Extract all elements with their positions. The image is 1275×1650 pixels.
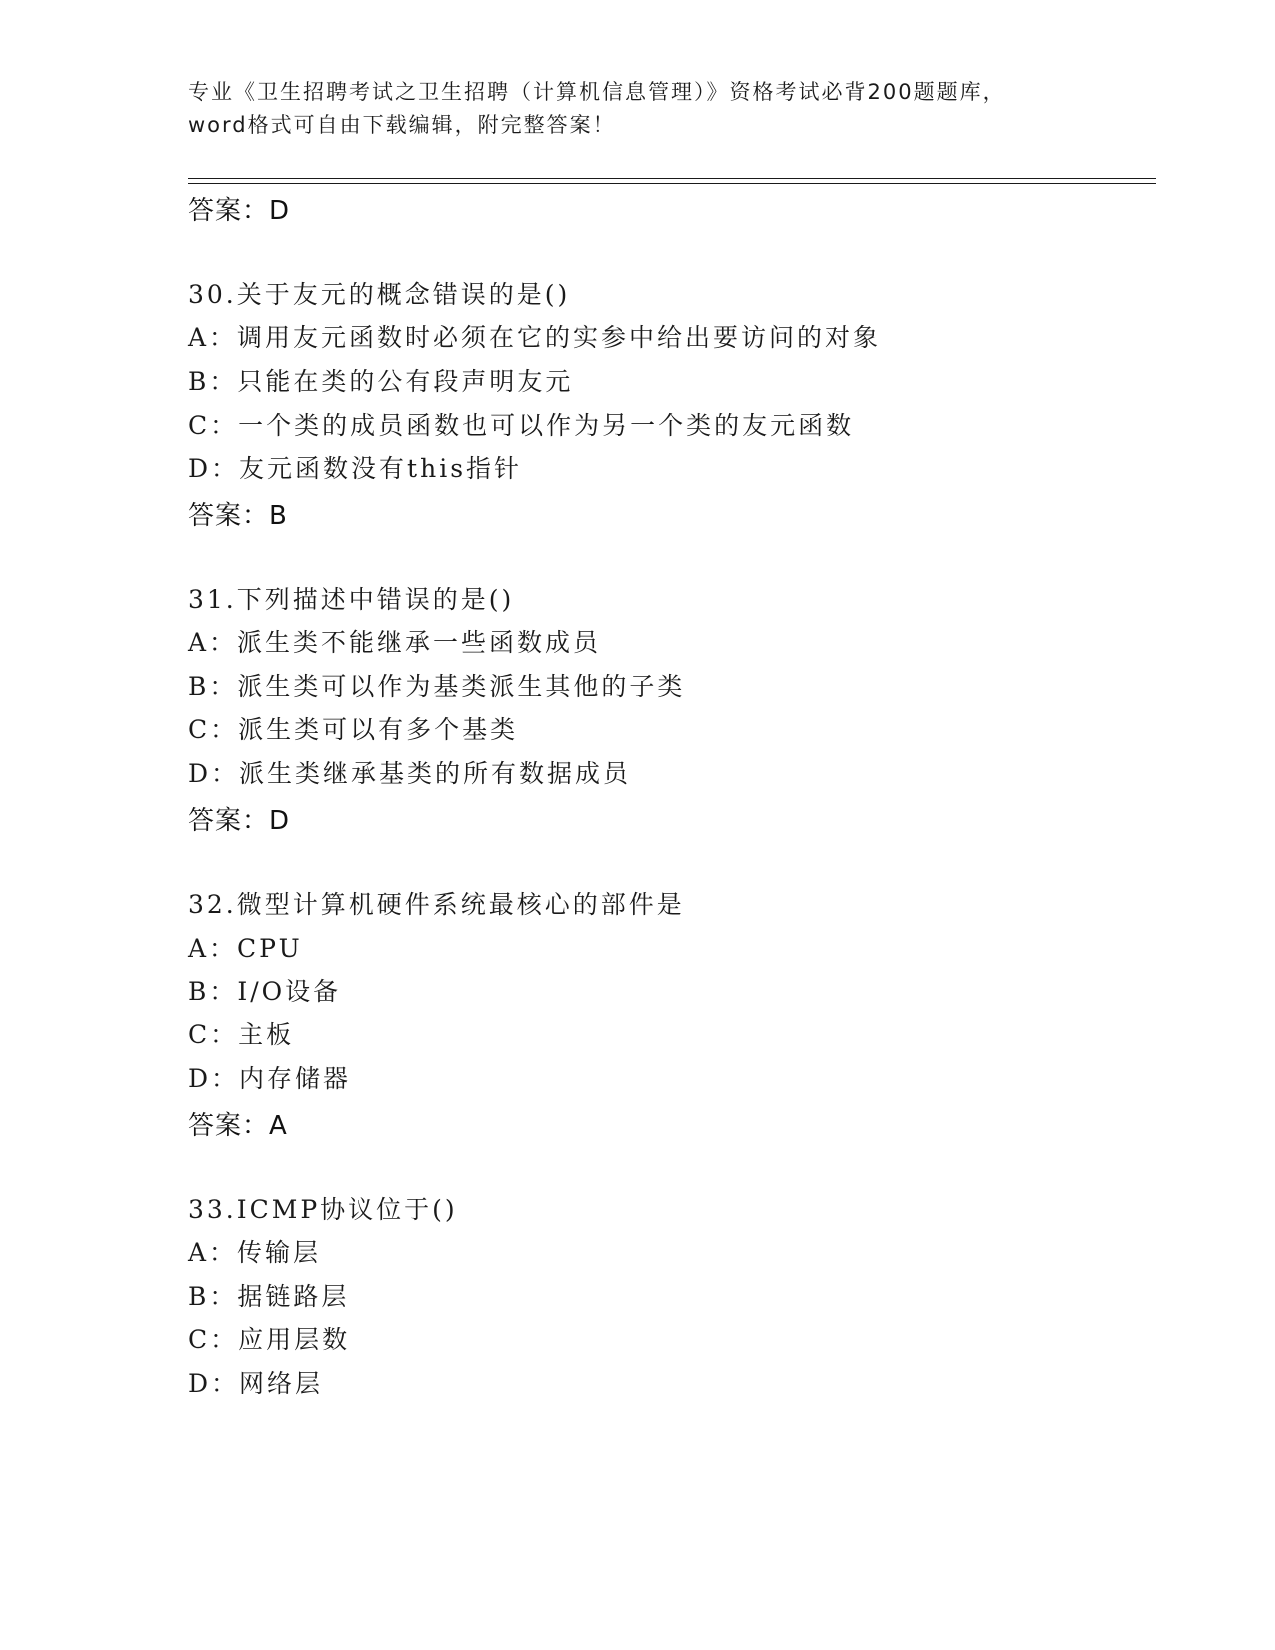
question-30-stem: 30.关于友元的概念错误的是(): [188, 280, 571, 309]
question-30-option-b: B：只能在类的公有段声明友元: [188, 367, 574, 396]
question-33-option-b: B：据链路层: [188, 1282, 350, 1311]
question-32-option-a: A：CPU: [188, 934, 303, 963]
document-header: [188, 76, 1088, 142]
header-rule-bottom: [188, 183, 1156, 184]
question-30-option-c: C：一个类的成员函数也可以作为另一个类的友元函数: [188, 411, 855, 440]
question-33-option-c: C：应用层数: [188, 1325, 351, 1354]
question-31-stem: 31.下列描述中错误的是(): [188, 585, 515, 614]
answer-previous: 答案：D: [188, 196, 291, 226]
question-31-answer: 答案：D: [188, 806, 291, 836]
question-32-stem: 32.微型计算机硬件系统最核心的部件是: [188, 890, 685, 919]
question-31-option-c: C：派生类可以有多个基类: [188, 715, 519, 744]
question-32-option-b: B：I/O设备: [188, 977, 342, 1006]
question-31-option-d: D：派生类继承基类的所有数据成员: [188, 759, 632, 788]
question-31-option-a: A：派生类不能继承一些函数成员: [188, 628, 602, 657]
question-32-answer: 答案：A: [188, 1111, 288, 1141]
question-33-stem: 33.ICMP协议位于(): [188, 1195, 458, 1224]
header-line-2: word格式可自由下载编辑，附完整答案！: [188, 113, 616, 137]
question-32-option-d: D：内存储器: [188, 1064, 352, 1093]
question-32-option-c: C：主板: [188, 1020, 295, 1049]
question-33-option-d: D：网络层: [188, 1369, 324, 1398]
header-rule-top: [188, 178, 1156, 179]
question-33-option-a: A：传输层: [188, 1238, 322, 1267]
question-30-option-d: D：友元函数没有this指针: [188, 454, 523, 483]
question-30-option-a: A：调用友元函数时必须在它的实参中给出要访问的对象: [188, 323, 882, 352]
question-31-option-b: B：派生类可以作为基类派生其他的子类: [188, 672, 686, 701]
header-line-1: 专业《卫生招聘考试之卫生招聘（计算机信息管理）》资格考试必背200题题库，: [188, 80, 1006, 104]
question-30-answer: 答案：B: [188, 501, 288, 531]
